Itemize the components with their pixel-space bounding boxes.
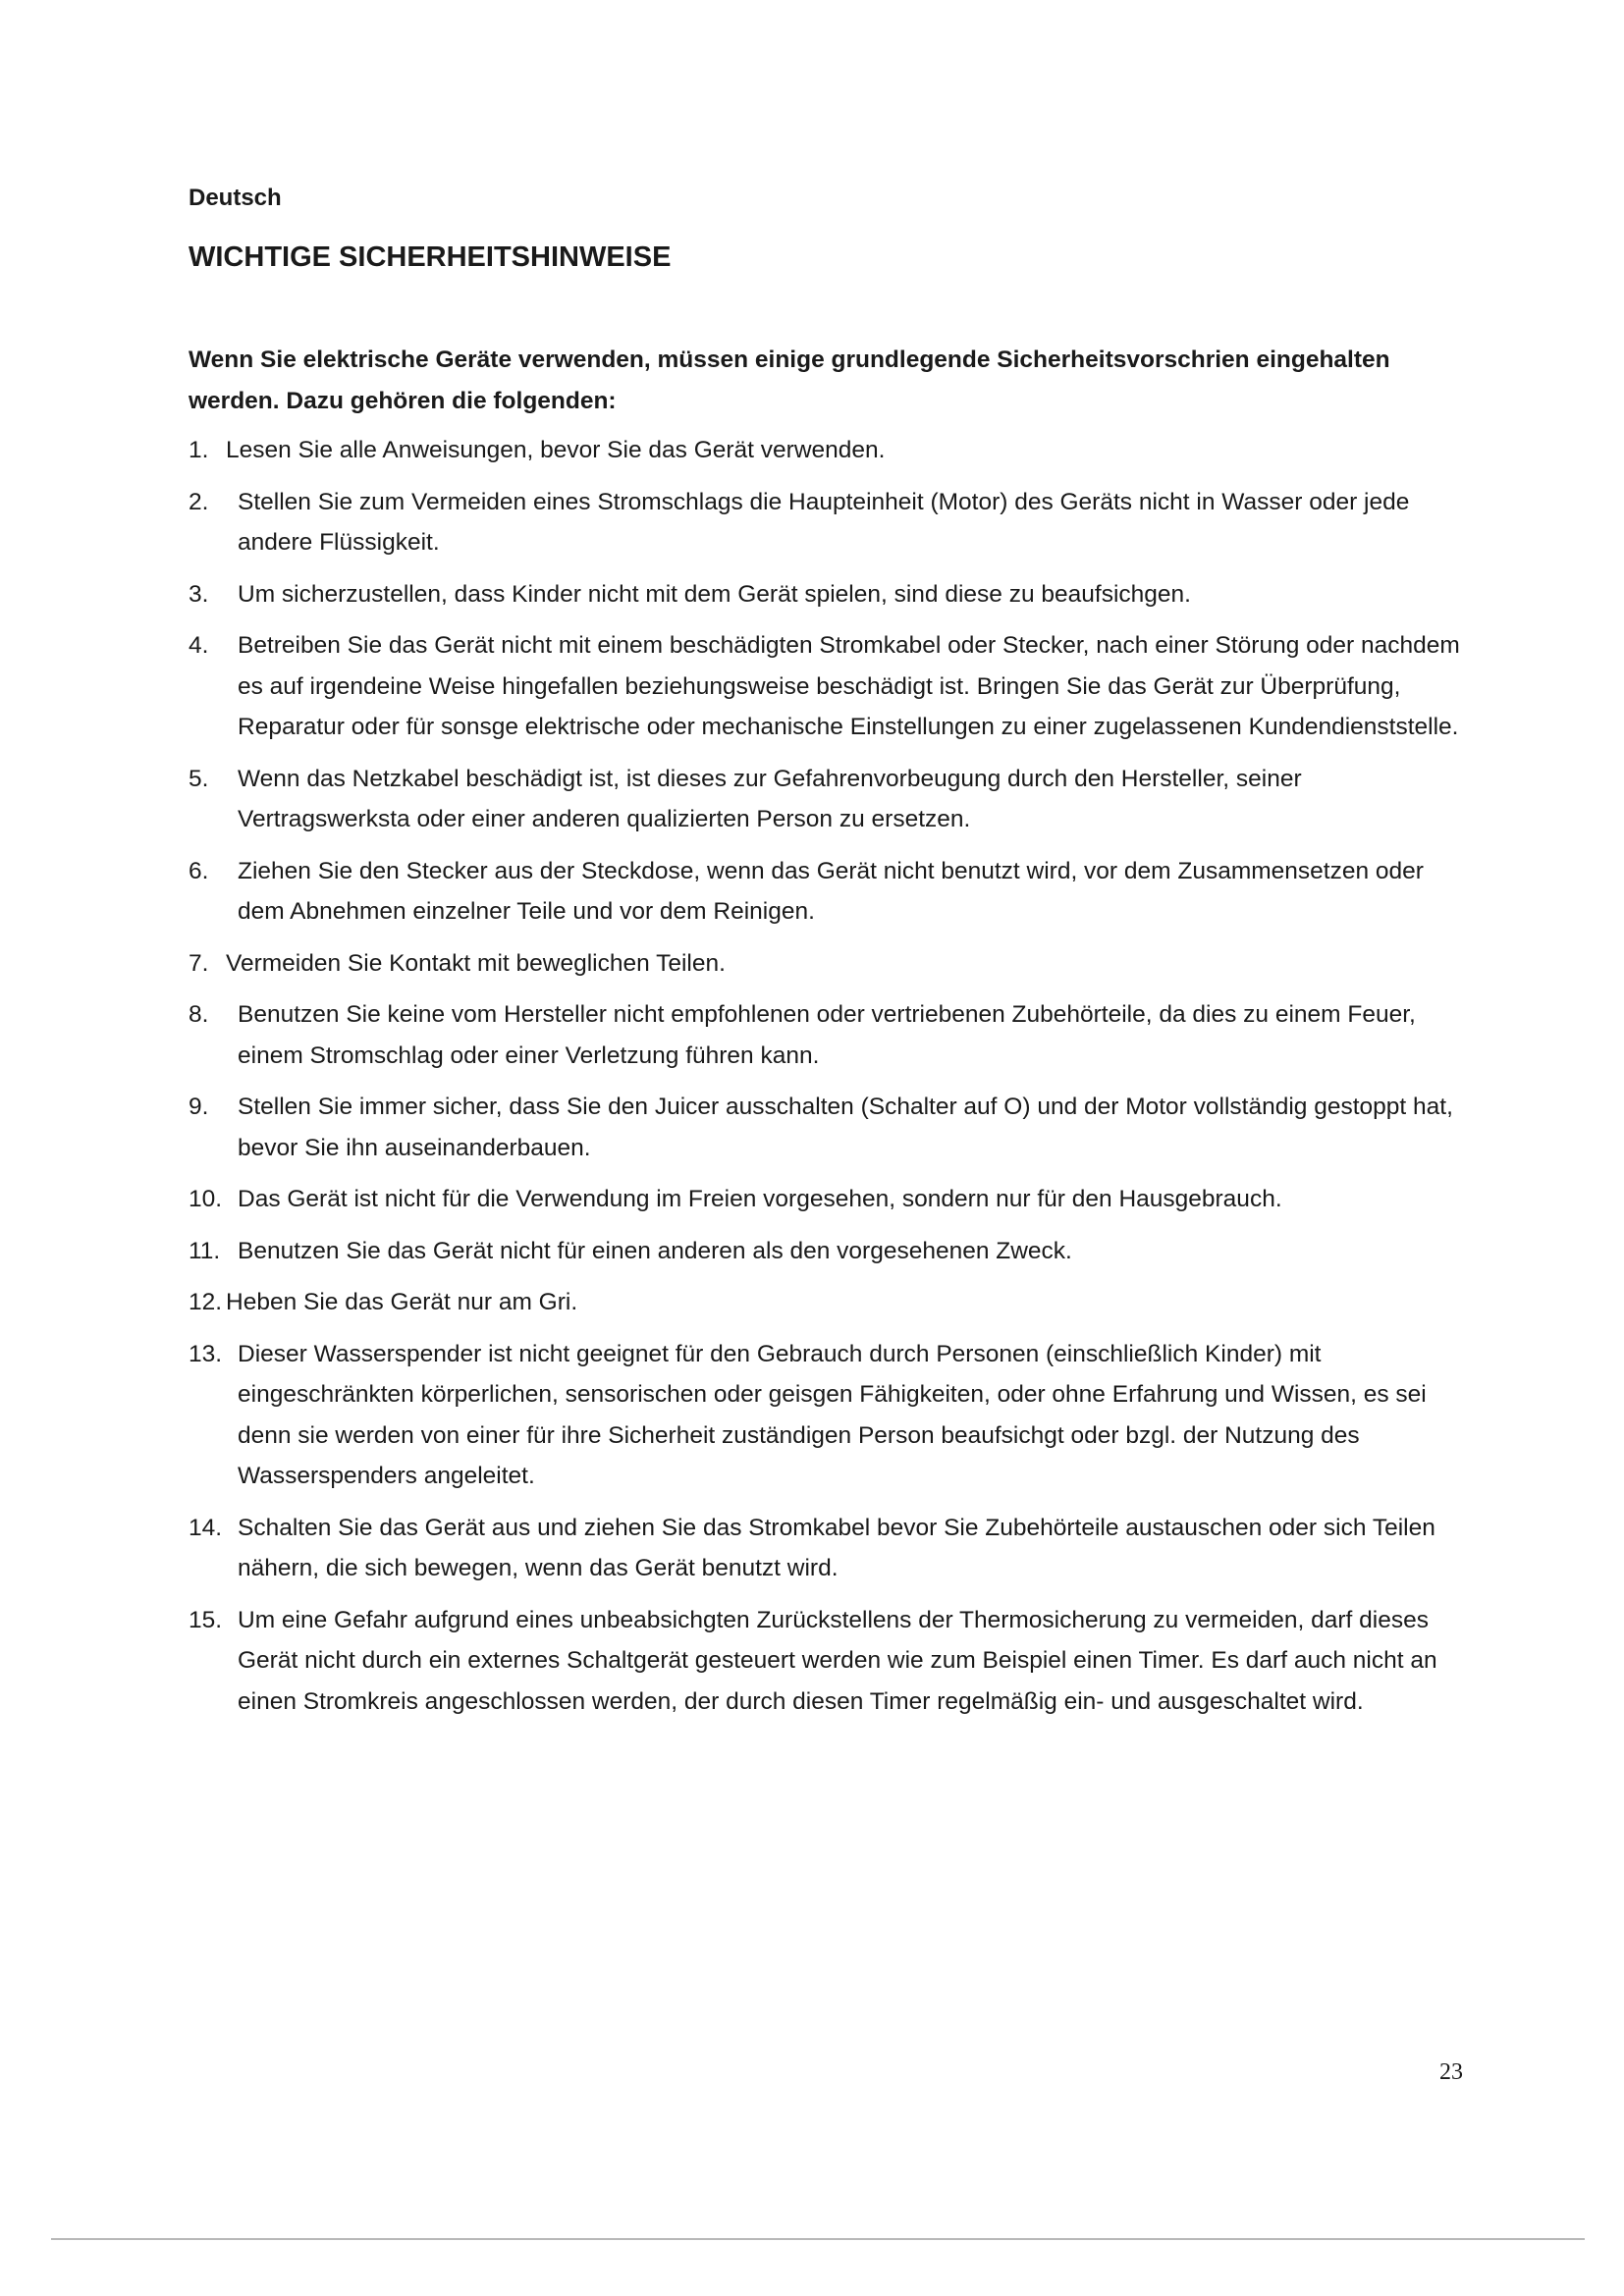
list-item [189,1508,1475,1589]
item-number: 11. [189,1237,221,1264]
safety-instructions-list [189,430,1475,1733]
item-text: Lesen Sie alle Anweisungen, bevor Sie das Gerät verwenden. [226,437,886,463]
item-number: 14. [189,1514,223,1541]
item-text: Betreiben Sie das Gerät nicht mit einem beschädigten Stromkabel oder Stecker, nach einer Störung oder nachdem es auf irgendeine Weise hingefallen beziehungsweise beschädigt ist. Bringen Sie das Gerät zur Überprüfung, Reparatur oder für sonsge elektrische oder mechanische Einstellungen zu einer zugelassenen Kundendienststelle. [238,632,1460,740]
list-item [189,1282,1475,1323]
page-title: WICHTIGE SICHERHEITSHINWEISE [189,241,672,273]
item-number: 6. [189,857,209,884]
item-text: Stellen Sie zum Vermeiden eines Stromschlags die Haupteinheit (Motor) des Geräts nicht in Wasser oder jede andere Flüssigkeit. [238,488,1410,556]
item-text: Um eine Gefahr aufgrund eines unbeabsichgten Zurückstellens der Thermosicherung zu vermeiden, darf dieses Gerät nicht durch ein externes Schaltgerät gesteuert werden wie zum Beispiel einen Timer. Es darf auch nicht an einen Stromkreis angeschlossen werden, der durch diesen Timer regelmäßig ein- und ausgeschaltet wird. [238,1606,1437,1715]
item-number: 8. [189,1001,209,1028]
item-text: Um sicherzustellen, dass Kinder nicht mit dem Gerät spielen, sind diese zu beaufsichgen. [238,580,1191,608]
list-item [189,625,1475,748]
list-item [189,851,1475,933]
item-number: 4. [189,632,209,659]
list-item [189,1179,1475,1220]
item-text: Stellen Sie immer sicher, dass Sie den Juicer ausschalten (Schalter auf O) und der Motor vollständig gestoppt hat, bevor Sie ihn auseinanderbauen. [238,1094,1453,1161]
item-text: Dieser Wasserspender ist nicht geeignet für den Gebrauch durch Personen (einschließlich Kinder) mit eingeschränkten körperlichen, sensorischen oder geisgen Fähigkeiten, oder ohne Erfahrung und Wissen, es sei denn sie werden von einer für ihre Sicherheit zuständigen Person beaufsichgt oder bzgl. der Nutzung des Wasserspenders angeleitet. [238,1340,1427,1489]
list-item [189,1334,1475,1497]
list-item [189,994,1475,1076]
item-number: 12. [189,1289,223,1315]
list-item [189,759,1475,840]
item-text: Benutzen Sie keine vom Hersteller nicht empfohlenen oder vertriebenen Zubehörteile, da dies zu einem Feuer, einem Stromschlag oder einer Verletzung führen kann. [238,1001,1416,1069]
item-number: 3. [189,580,209,608]
item-number: 7. [189,949,209,977]
item-text: Ziehen Sie den Stecker aus der Steckdose, wenn das Gerät nicht benutzt wird, vor dem Zusammensetzen oder dem Abnehmen einzelner Teile und vor dem Reinigen. [238,857,1424,925]
list-item [189,574,1475,615]
item-text: Heben Sie das Gerät nur am Gri. [226,1289,578,1315]
item-text: Wenn das Netzkabel beschädigt ist, ist dieses zur Gefahrenvorbeugung durch den Hersteller, seiner Vertragswerksta oder einer anderen qualizierten Person zu ersetzen. [238,765,1302,832]
list-item [189,1600,1475,1723]
list-item [189,1231,1475,1272]
list-item [189,1087,1475,1168]
list-item [189,482,1475,563]
list-item [189,943,1475,985]
list-item [189,430,1475,471]
language-label: Deutsch [189,185,282,211]
page-number: 23 [1439,2059,1463,2085]
item-number: 13. [189,1340,223,1367]
item-number: 15. [189,1606,223,1633]
footer-divider [51,2238,1585,2240]
item-text: Benutzen Sie das Gerät nicht für einen anderen als den vorgesehenen Zweck. [238,1237,1072,1264]
item-number: 10. [189,1186,223,1212]
item-text: Das Gerät ist nicht für die Verwendung im Freien vorgesehen, sondern nur für den Hausgebrauch. [238,1186,1282,1212]
item-number: 2. [189,488,209,515]
intro-paragraph: Wenn Sie elektrische Geräte verwenden, müssen einige grundlegende Sicherheitsvorschrien eingehalten werden. Dazu gehören die folgenden: [189,347,1390,414]
item-number: 5. [189,765,209,792]
item-number: 9. [189,1094,209,1120]
item-text: Vermeiden Sie Kontakt mit beweglichen Teilen. [226,949,726,977]
item-number: 1. [189,437,209,463]
item-text: Schalten Sie das Gerät aus und ziehen Sie das Stromkabel bevor Sie Zubehörteile austauschen oder sich Teilen nähern, die sich bewegen, wenn das Gerät benutzt wird. [238,1514,1435,1581]
